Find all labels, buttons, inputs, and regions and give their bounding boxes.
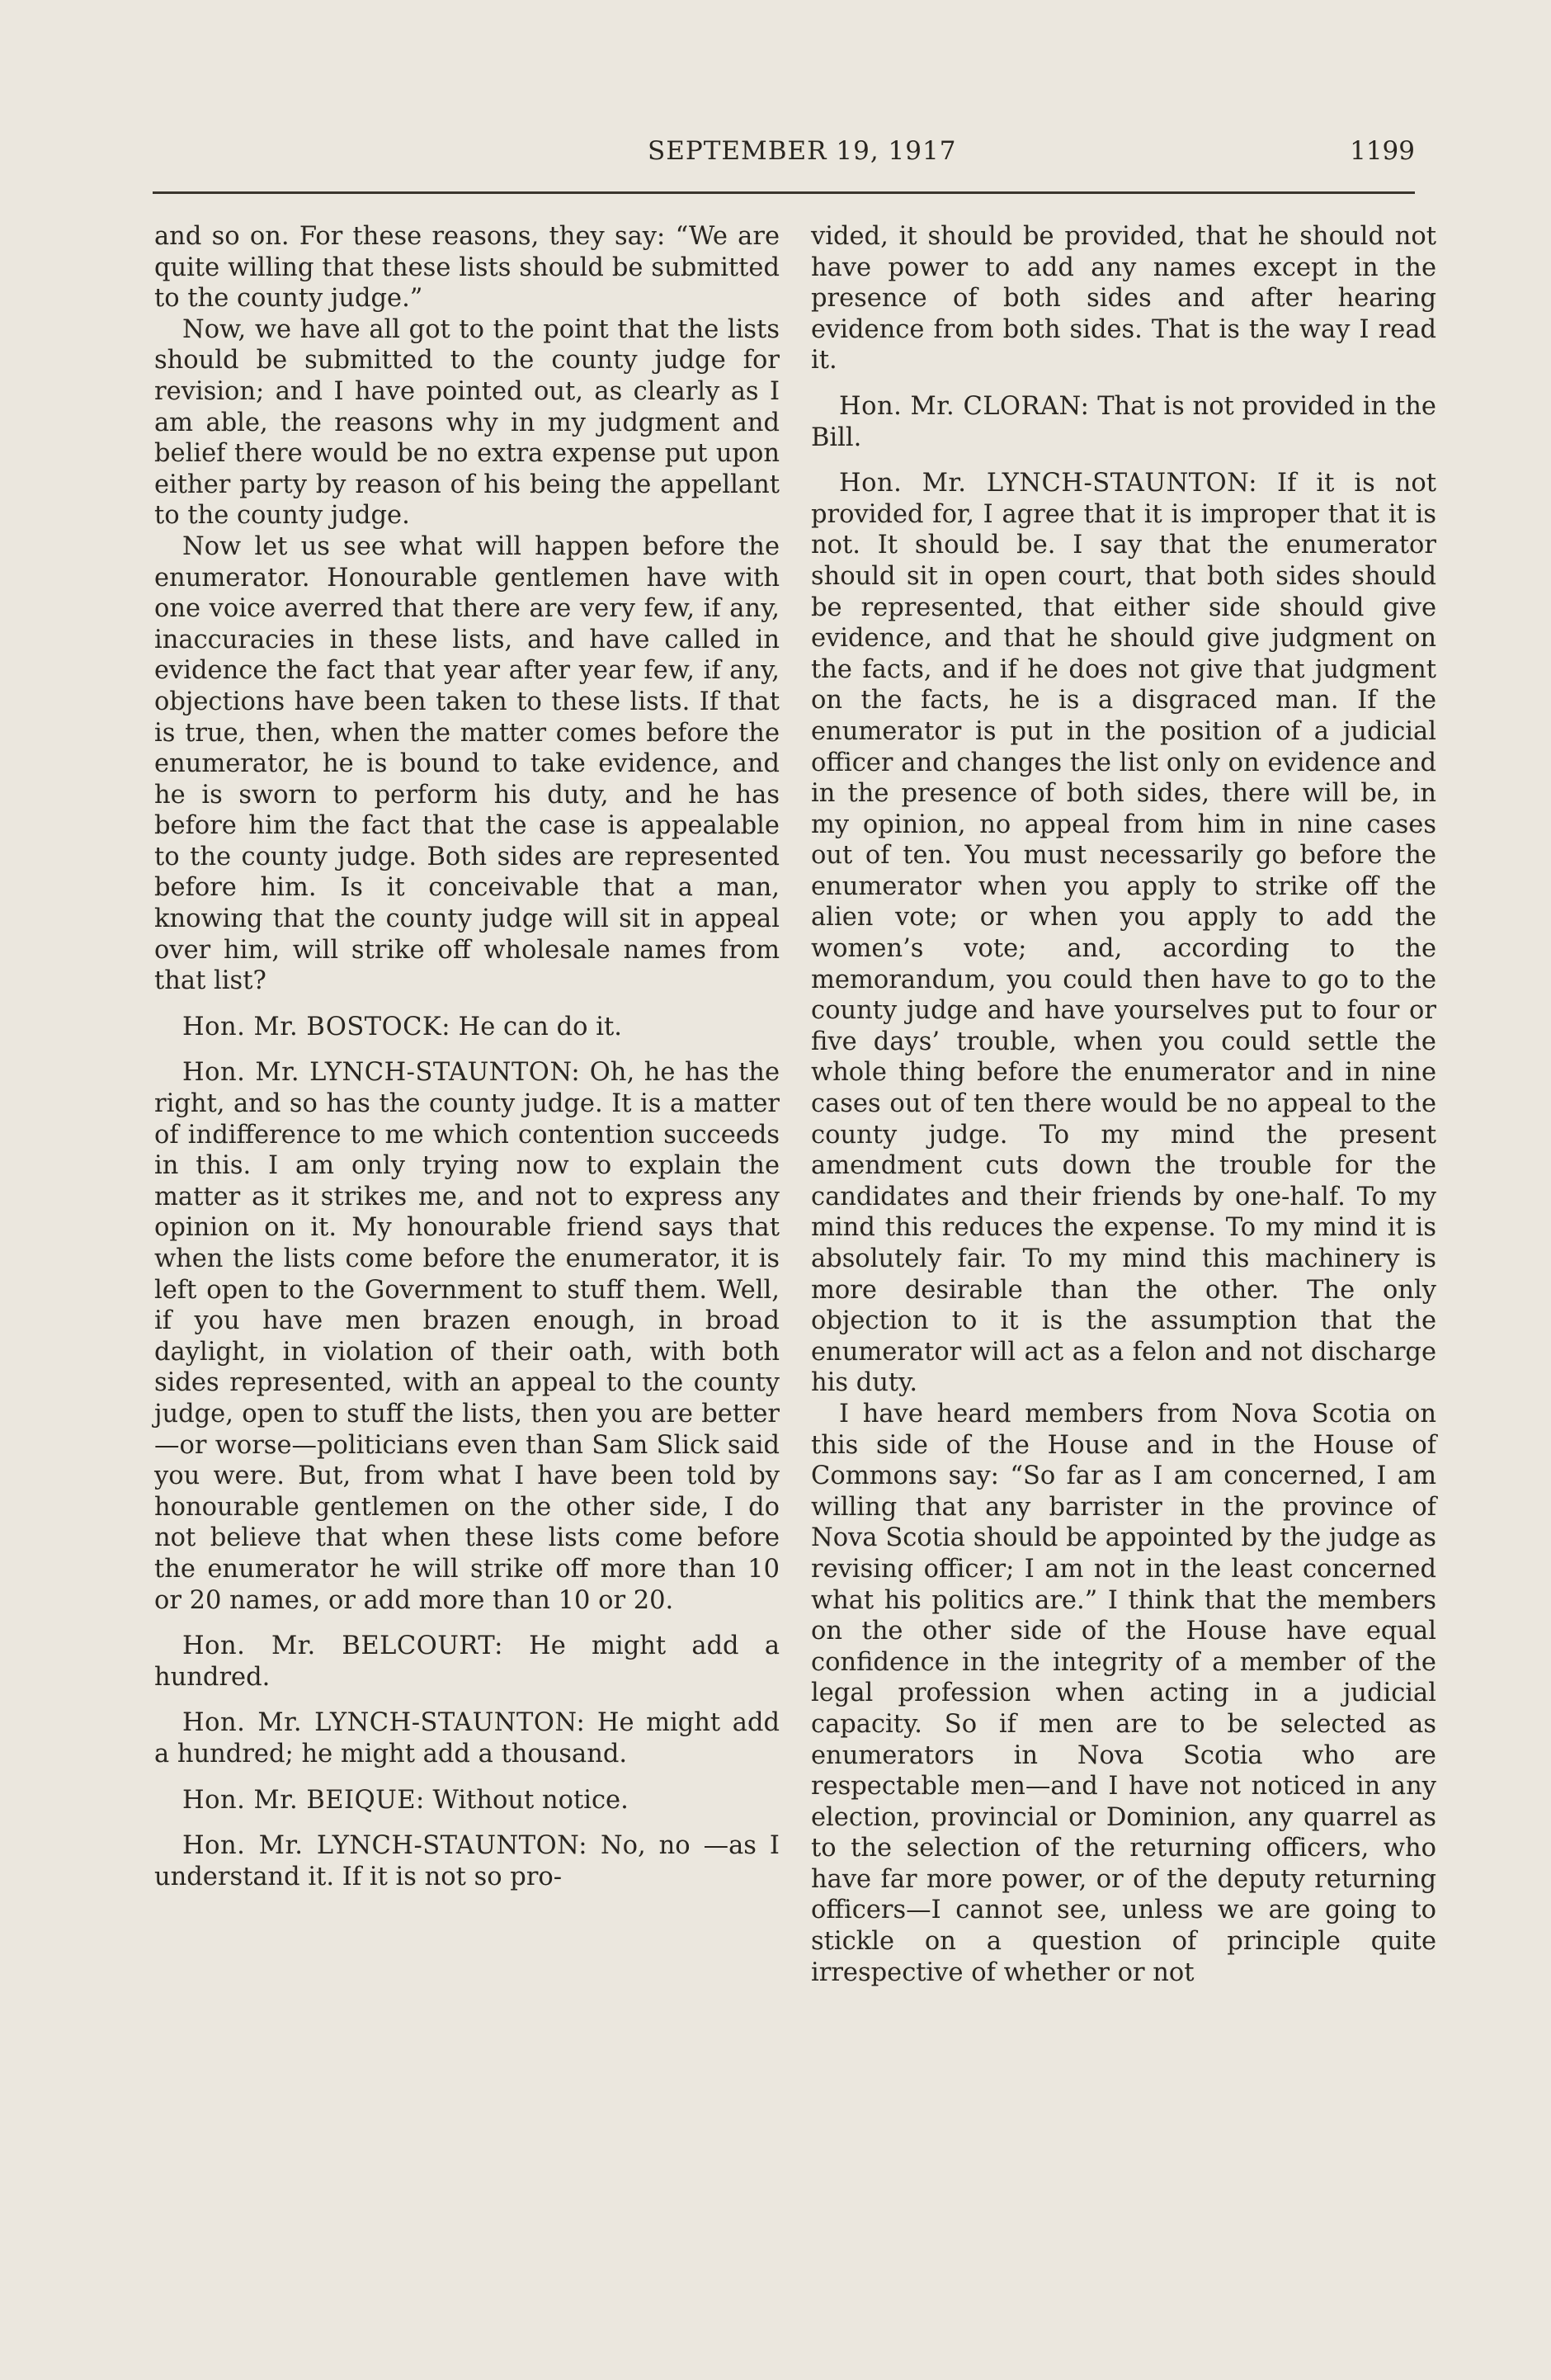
paragraph-text: vided, it should be provided, that he should not have power to add any names except in the presence of both sides and after hearing evidence from both sides. That is the way I read it. (811, 222, 1436, 375)
header-rule (153, 191, 1415, 194)
paragraph-text: If it is not provided for, I agree that it is improper that it is not. It should be. I say that the enumerator should sit in open court, that both sides should be represented, that either side should give evidence, and that he should give judgment on the facts, and if he does not give that judgment on the facts, he is a disgraced man. If the enumerator is put in the position of a judicial officer and changes the list only on evidence and in the presence of both sides, there will be, in my opinion, no appeal from him in nine cases out of ten. You must necessarily go before the enumerator when you apply to strike off the alien vote; or when you apply to add the women’s vote; and, according to the memorandum, you could then have to go to the county judge and have yourselves put to four or five days’ trouble, when you could settle the whole thing before the enumerator and in nine cases out of ten there would be no appeal to the county judge. To my mind the present amendment cuts down the trouble for the candidates and their friends by one-half. To my mind this reduces the expense. To my mind it is absolutely fair. To my mind this machinery is more desirable than the other. The only objection to it is the assumption that the enumerator will act as a felon and not discharge his duty. (811, 469, 1437, 1398)
paragraph-text: Now let us see what will happen before the enumerator. Honourable gentlemen have with one voice averred that there are very few, if any, inaccuracies in these lists, and have called in evidence the fact that year after year few, if any, objections have been taken to these lists. If that is true, then, when the matter comes before the enumerator, he is bound to take evidence, and he is sworn to perform his duty, and he has before him the fact that the case is appealable to the county judge. Both sides are represented before him. Is it conceivable that a man, knowing that the county judge will sit in appeal over him, will strike off wholesale names from that list? (154, 531, 780, 996)
paragraph-text: That is not provided in the Bill. (811, 391, 1436, 452)
paragraph (154, 531, 780, 997)
speech-paragraph (811, 468, 1436, 1399)
paragraph-text: Now, we have all got to the point that the lists should be submitted to the county judge for revision; and I have pointed out, as clearly as I am able, the reasons why in my judgment and belief there would be no extra expense put upon either party by reason of his being the appellant to the county judge. (154, 314, 780, 531)
page-number: 1199 (1350, 136, 1415, 166)
paragraph-text: and so on. For these reasons, they say: “We are quite willing that these lists should be submitted to the county judge.” (154, 222, 780, 314)
paragraph (154, 314, 780, 531)
speaker-name: Hon. Mr. LYNCH-STAUNTON: (182, 1708, 586, 1738)
paragraph-text: He might add a hundred; he might add a thousand. (154, 1708, 780, 1768)
speaker-name: Hon. Mr. CLORAN: (839, 391, 1090, 421)
speech-paragraph (154, 1830, 780, 1892)
continued-paragraph (154, 221, 780, 314)
speaker-name: Hon. Mr. BELCOURT: (182, 1632, 503, 1661)
speech-paragraph (811, 391, 1436, 453)
header-date: SEPTEMBER 19, 1917 (648, 136, 957, 166)
speaker-name: Hon. Mr. LYNCH-STAUNTON: (182, 1831, 587, 1861)
speech-paragraph (154, 1057, 780, 1616)
speech-paragraph (154, 1707, 780, 1769)
speech-paragraph (154, 1785, 780, 1816)
paragraph-text: No, no —as I understand it. If it is not so pro- (154, 1831, 780, 1891)
speaker-name: Hon. Mr. BOSTOCK: (182, 1012, 450, 1041)
speech-paragraph (154, 1012, 780, 1043)
paragraph-text: He might add a hundred. (154, 1632, 780, 1692)
speech-paragraph (154, 1631, 780, 1693)
left-column (154, 221, 780, 1892)
speaker-name: Hon. Mr. LYNCH-STAUNTON: (182, 1058, 581, 1088)
paragraph-text: Oh, he has the right, and so has the county judge. It is a matter of indifference to me which contention succeeds in this. I am only trying now to explain the matter as it strikes me, and not to express any opinion on it. My honourable friend says that when the lists come before the enumerator, it is left open to the Government to stuff them. Well, if you have men brazen enough, in broad daylight, in violation of their oath, with both sides represented, with an appeal to the county judge, open to stuff the lists, then you are better—or worse—politicians even than Sam Slick said you were. But, from what I have been told by honourable gentlemen on the other side, I do not believe that when these lists come before the enumerator he will strike off more than 10 or 20 names, or add more than 10 or 20. (154, 1058, 780, 1615)
paragraph (811, 1399, 1436, 1988)
speaker-name: Hon. Mr. BEIQUE: (182, 1785, 425, 1815)
paragraph-text: Without notice. (432, 1785, 629, 1815)
page-header (153, 136, 1415, 177)
paragraph-text: I have heard members from Nova Scotia on this side of the House and in the House of Commons say: “So far as I am concerned, I am willing that any barrister in the province of Nova Scotia should be appointed by the judge as revising officer; I am not in the least concerned what his politics are.” I think that the members on the other side of the House have equal confidence in the integrity of a member of the legal profession when acting in a judicial capacity. So if men are to be selected as enumerators in Nova Scotia who are respectable men—and I have not noticed in any election, provincial or Dominion, any quarrel as to the selection of the returning officers, who have far more power, or of the deputy returning officers—I cannot see, unless we are going to stickle on a question of principle quite irrespective of whether or not (811, 1399, 1436, 1987)
right-column (811, 221, 1436, 1988)
paragraph-text: He can do it. (458, 1012, 622, 1041)
continued-paragraph (811, 221, 1436, 376)
speaker-name: Hon. Mr. LYNCH-STAUNTON: (839, 469, 1258, 498)
